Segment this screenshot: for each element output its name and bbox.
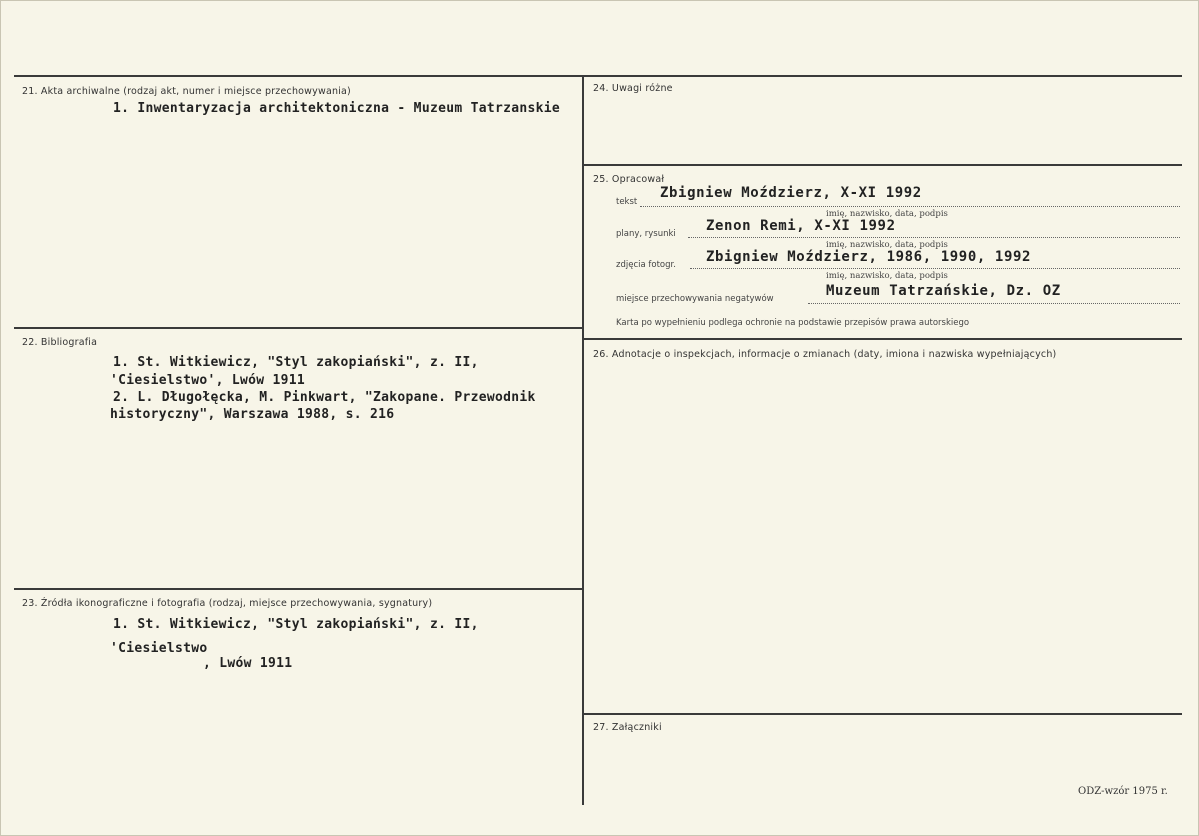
tekst-dotted-line	[640, 206, 1180, 207]
miejsce-label: miejsce przechowywania negatywów	[616, 294, 774, 304]
top-rule	[14, 75, 1182, 77]
form-code: ODZ-wzór 1975 r.	[1078, 786, 1168, 797]
iconography-line-2a: 'Ciesielstwo	[110, 641, 208, 656]
rule-26	[584, 338, 1182, 340]
bibliography-line-3: 2. L. Długołęcka, M. Pinkwart, "Zakopane. Przewodnik	[113, 390, 536, 405]
section-23-label: 23. Źródła ikonograficzne i fotografia (rodzaj, miejsce przechowywania, sygnatury)	[22, 598, 433, 609]
miejsce-value: Muzeum Tatrzańskie, Dz. OZ	[826, 283, 1061, 299]
section-27-label: 27. Załączniki	[593, 722, 662, 733]
copyright-note: Karta po wypełnieniu podlega ochronie na podstawie przepisów prawa autorskiego	[616, 318, 970, 328]
tekst-label: tekst	[616, 197, 638, 207]
iconography-line-2b: , Lwów 1911	[203, 656, 293, 671]
section-22-label: 22. Bibliografia	[22, 337, 98, 348]
rule-25	[584, 164, 1182, 166]
tekst-value: Zbigniew Moździerz, X-XI 1992	[660, 185, 922, 201]
rule-23	[14, 588, 582, 590]
zdjecia-sublabel: imię, nazwisko, data, podpis	[826, 271, 948, 281]
center-divider	[582, 75, 584, 805]
section-24-label: 24. Uwagi różne	[593, 83, 673, 94]
plany-sublabel: imię, nazwisko, data, podpis	[826, 240, 948, 250]
tekst-sublabel: imię, nazwisko, data, podpis	[826, 209, 948, 219]
bibliography-line-2: 'Ciesielstwo', Lwów 1911	[110, 373, 306, 388]
zdjecia-label: zdjęcia fotogr.	[616, 260, 676, 270]
zdjecia-dotted-line	[690, 268, 1180, 269]
rule-27	[584, 713, 1182, 715]
plany-value: Zenon Remi, X-XI 1992	[706, 218, 896, 234]
iconography-line-1: 1. St. Witkiewicz, "Styl zakopiański", z. II,	[113, 617, 479, 632]
section-26-label: 26. Adnotacje o inspekcjach, informacje o zmianach (daty, imiona i nazwiska wypełniających)	[593, 349, 1057, 360]
bibliography-line-1: 1. St. Witkiewicz, "Styl zakopiański", z. II,	[113, 355, 479, 370]
miejsce-dotted-line	[808, 303, 1180, 304]
section-21-entry: 1. Inwentaryzacja architektoniczna - Muzeum Tatrzanskie	[113, 101, 560, 116]
section-21-label: 21. Akta archiwalne (rodzaj akt, numer i miejsce przechowywania)	[22, 86, 351, 97]
rule-22	[14, 327, 582, 329]
zdjecia-value: Zbigniew Moździerz, 1986, 1990, 1992	[706, 249, 1032, 265]
section-25-label: 25. Opracował	[593, 174, 665, 185]
plany-label: plany, rysunki	[616, 229, 676, 239]
plany-dotted-line	[688, 237, 1180, 238]
bibliography-line-4: historyczny", Warszawa 1988, s. 216	[110, 407, 395, 422]
